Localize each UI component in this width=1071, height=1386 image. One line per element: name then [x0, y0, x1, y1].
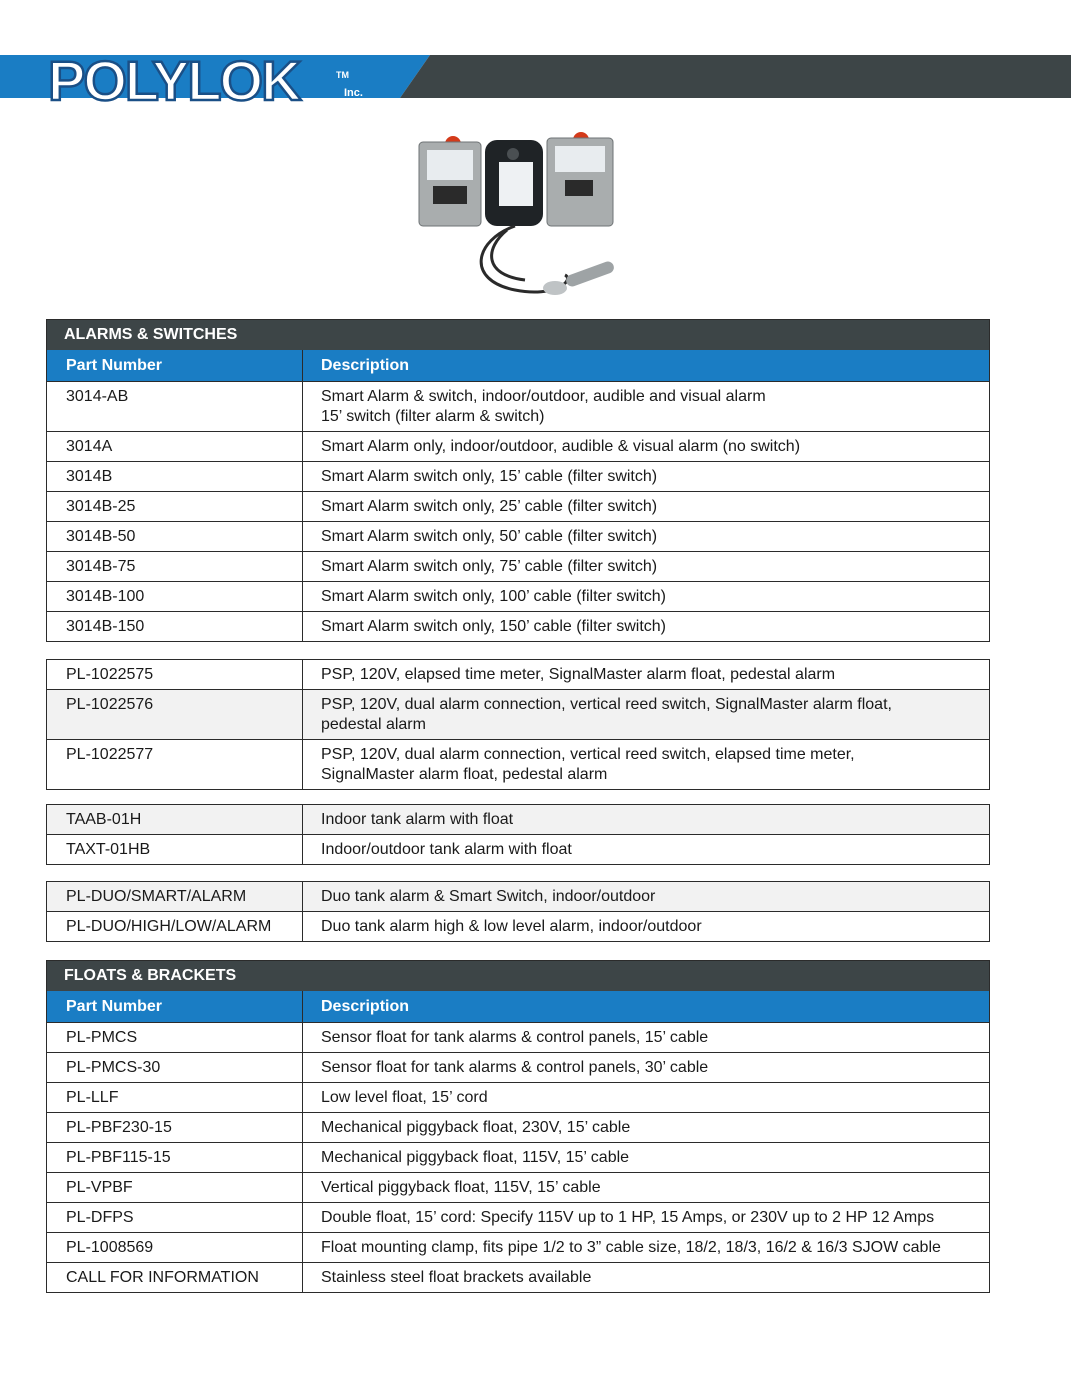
- column-headers: [47, 350, 989, 382]
- description: Double float, 15’ cord: Specify 115V up to 1 HP, 15 Amps, or 230V up to 2 HP 12 Amps: [321, 1209, 935, 1226]
- floats-brackets-table: [46, 960, 990, 1293]
- description: Sensor float for tank alarms & control panels, 30’ cable: [321, 1059, 709, 1076]
- part-number: PL-DFPS: [47, 1203, 303, 1232]
- description: Duo tank alarm & Smart Switch, indoor/outdoor: [321, 888, 656, 905]
- part-number: TAAB-01H: [47, 805, 303, 834]
- part-number: PL-1008569: [47, 1233, 303, 1262]
- description-line: 15’ switch (filter alarm & switch): [321, 408, 545, 425]
- part-number: 3014B-100: [47, 582, 303, 611]
- table-row: [47, 739, 989, 789]
- table-row: [47, 1082, 989, 1112]
- part-number: 3014-AB: [47, 382, 303, 431]
- description-line: Smart Alarm & switch, indoor/outdoor, audible and visual alarm: [321, 388, 766, 405]
- polylok-logo: [46, 48, 366, 112]
- table-row: [47, 431, 989, 461]
- column-headers: [47, 991, 989, 1023]
- svg-text:POLYLOK: POLYLOK: [48, 49, 300, 112]
- table-row: [47, 1262, 989, 1292]
- description: Smart Alarm switch only, 100’ cable (filter switch): [321, 588, 666, 605]
- table-row: [47, 1052, 989, 1082]
- table-row: [47, 1202, 989, 1232]
- description: [303, 690, 989, 739]
- table-row: [47, 491, 989, 521]
- table-row: [47, 882, 989, 911]
- description: Mechanical piggyback float, 115V, 15’ cable: [321, 1149, 630, 1166]
- part-number: 3014B-150: [47, 612, 303, 641]
- part-number: PL-DUO/SMART/ALARM: [47, 882, 303, 911]
- col-description: Description: [321, 998, 410, 1015]
- description-line: SignalMaster alarm float, pedestal alarm: [321, 766, 608, 783]
- part-number: TAXT-01HB: [47, 835, 303, 864]
- alarms-switches-table: [46, 319, 990, 642]
- part-number: 3014B-25: [47, 492, 303, 521]
- part-number: PL-VPBF: [47, 1173, 303, 1202]
- description: Float mounting clamp, fits pipe 1/2 to 3” cable size, 18/2, 18/3, 16/2 & 16/3 SJOW cable: [321, 1239, 941, 1256]
- description: [303, 382, 989, 431]
- table-row: [47, 1142, 989, 1172]
- table-row: [47, 805, 989, 834]
- description: Stainless steel float brackets available: [321, 1269, 592, 1286]
- part-number: 3014B: [47, 462, 303, 491]
- table-row: [47, 551, 989, 581]
- table-row: [47, 1023, 989, 1052]
- part-number: PL-PMCS-30: [47, 1053, 303, 1082]
- table-row: [47, 834, 989, 864]
- description: Indoor tank alarm with float: [321, 811, 514, 828]
- table-row: [47, 1232, 989, 1262]
- section-title: ALARMS & SWITCHES: [47, 320, 989, 350]
- col-description: Description: [321, 357, 410, 374]
- part-number: 3014A: [47, 432, 303, 461]
- table-row: [47, 461, 989, 491]
- description: Indoor/outdoor tank alarm with float: [321, 841, 572, 858]
- description-line: PSP, 120V, dual alarm connection, vertical reed switch, elapsed time meter,: [321, 746, 855, 763]
- table-row: [47, 581, 989, 611]
- table-row: [47, 1112, 989, 1142]
- part-number: PL-1022576: [47, 690, 303, 739]
- part-number: PL-1022577: [47, 740, 303, 789]
- table-row: [47, 689, 989, 739]
- part-number: 3014B-75: [47, 552, 303, 581]
- svg-text:TM: TM: [336, 70, 349, 80]
- tank-alarm-table: [46, 804, 990, 865]
- description: Low level float, 15’ cord: [321, 1089, 488, 1106]
- part-number: PL-PBF115-15: [47, 1143, 303, 1172]
- part-number: PL-PMCS: [47, 1023, 303, 1052]
- table-row: [47, 382, 989, 431]
- part-number: PL-PBF230-15: [47, 1113, 303, 1142]
- part-number: PL-LLF: [47, 1083, 303, 1112]
- duo-alarm-table: [46, 881, 990, 942]
- part-number: PL-DUO/HIGH/LOW/ALARM: [47, 912, 303, 941]
- section-title: FLOATS & BRACKETS: [47, 961, 989, 991]
- description: [303, 740, 989, 789]
- svg-text:Inc.: Inc.: [344, 87, 363, 99]
- description: Duo tank alarm high & low level alarm, indoor/outdoor: [321, 918, 702, 935]
- part-number: PL-1022575: [47, 660, 303, 689]
- description: Smart Alarm switch only, 75’ cable (filter switch): [321, 558, 658, 575]
- table-body: [47, 382, 989, 641]
- description: PSP, 120V, elapsed time meter, SignalMaster alarm float, pedestal alarm: [321, 666, 836, 683]
- description: Smart Alarm only, indoor/outdoor, audible & visual alarm (no switch): [321, 438, 801, 455]
- table-row: [47, 1172, 989, 1202]
- table-row: [47, 611, 989, 641]
- product-photo: [415, 130, 625, 305]
- description: Mechanical piggyback float, 230V, 15’ cable: [321, 1119, 631, 1136]
- description: Smart Alarm switch only, 25’ cable (filter switch): [321, 498, 658, 515]
- col-part-number: Part Number: [47, 350, 303, 381]
- psp-table: [46, 659, 990, 790]
- col-part-number: Part Number: [47, 991, 303, 1022]
- description: Smart Alarm switch only, 50’ cable (filter switch): [321, 528, 658, 545]
- table-row: [47, 660, 989, 689]
- table-row: [47, 521, 989, 551]
- description: Sensor float for tank alarms & control panels, 15’ cable: [321, 1029, 709, 1046]
- part-number: CALL FOR INFORMATION: [47, 1263, 303, 1292]
- description-line: pedestal alarm: [321, 716, 426, 733]
- description: Smart Alarm switch only, 15’ cable (filter switch): [321, 468, 658, 485]
- description: Vertical piggyback float, 115V, 15’ cable: [321, 1179, 601, 1196]
- part-number: 3014B-50: [47, 522, 303, 551]
- description: Smart Alarm switch only, 150’ cable (filter switch): [321, 618, 666, 635]
- table-body: [47, 1023, 989, 1292]
- description-line: PSP, 120V, dual alarm connection, vertical reed switch, SignalMaster alarm float,: [321, 696, 892, 713]
- table-row: [47, 911, 989, 941]
